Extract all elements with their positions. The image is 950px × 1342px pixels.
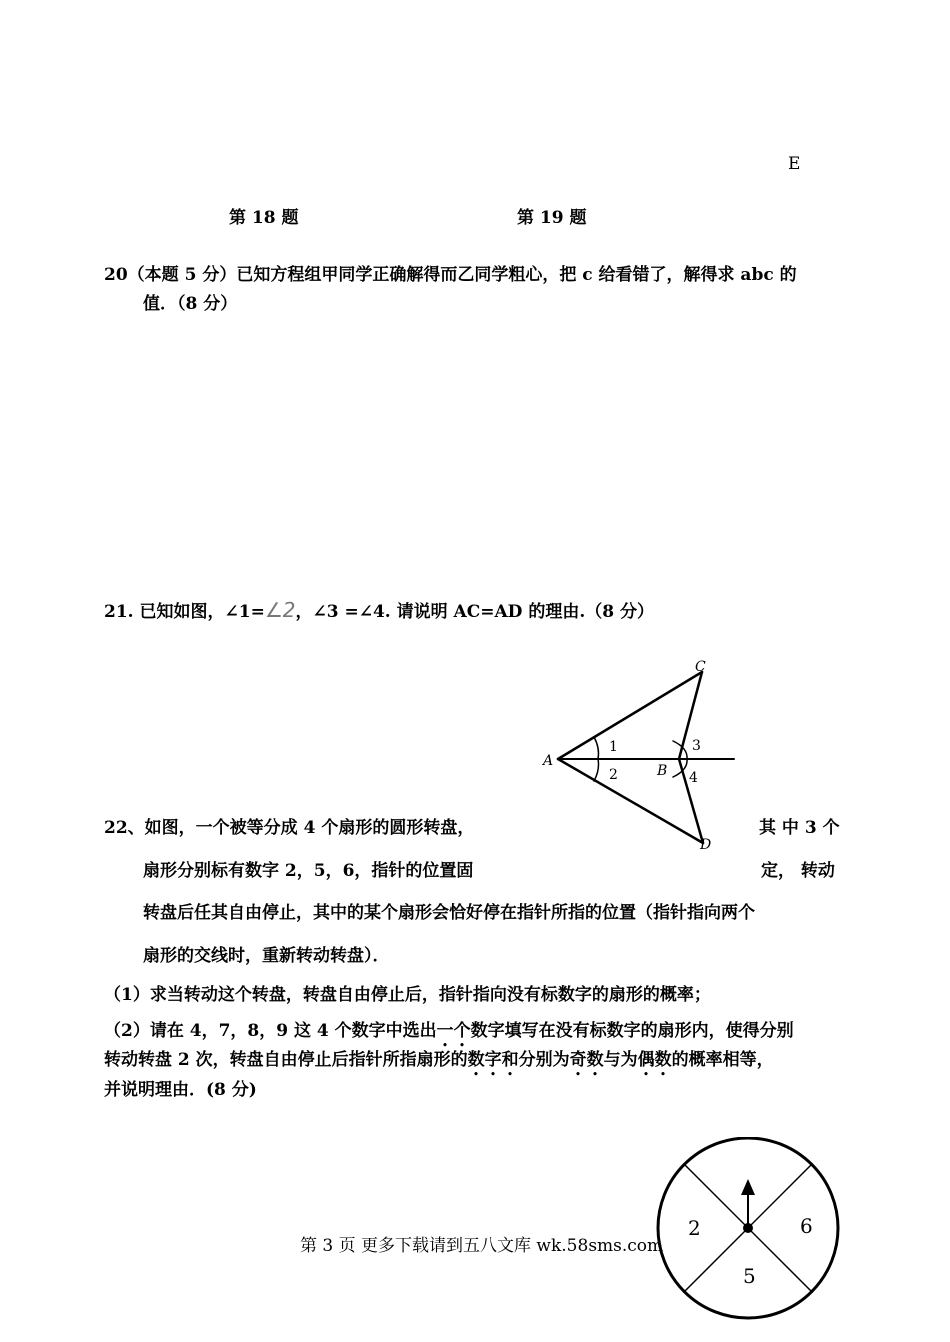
caption-q19: 第 19 题 (517, 208, 587, 228)
label-point-c: C (695, 659, 706, 675)
q20-line2: 值．（8 分） (143, 294, 238, 314)
q22-line2-right: 定， 转动 (761, 861, 835, 881)
label-angle-2: 2 (609, 767, 618, 783)
q22-sub2-l1-emph: 一个 (436, 1021, 471, 1041)
label-angle-3: 3 (692, 738, 701, 754)
spinner-figure (655, 1137, 845, 1327)
corner-letter-e: E (788, 154, 801, 174)
label-angle-1: 1 (609, 739, 618, 755)
q22-sub2-l2-emph1: 数字和 (467, 1050, 519, 1070)
spinner-number-bottom: 5 (743, 1264, 756, 1288)
label-angle-4: 4 (689, 770, 698, 786)
q22-sub2-l2-a: 转动转盘 2 次，转盘自由停止后指针所指扇形的 (104, 1050, 468, 1070)
spinner-number-left: 2 (688, 1216, 701, 1240)
q22-sub2-l2-emph3: 偶数 (637, 1050, 672, 1070)
q21-suffix: ，∠3 =∠4. 请说明 AC=AD 的理由.（8 分） (295, 602, 655, 622)
q22-line1-left: 22、如图，一个被等分成 4 个扇形的圆形转盘， (104, 818, 475, 838)
q22-sub2-l2-d: 的概率相等， (671, 1050, 774, 1070)
page-footer: 第 3 页 更多下载请到五八文库 wk.58sms.com (300, 1236, 664, 1256)
q22-sub2-l2-c: 与为 (603, 1050, 638, 1070)
caption-q18: 第 18 题 (229, 208, 299, 228)
q21-prefix: 21. 已知如图，∠1= (104, 602, 265, 622)
q22-sub2-line3: 并说明理由．(8 分) (104, 1080, 257, 1100)
q21-triangle-figure (540, 655, 740, 855)
label-point-b: B (657, 763, 668, 779)
q22-sub2-l2-emph2: 奇数 (569, 1050, 604, 1070)
label-point-d: D (700, 837, 712, 853)
spinner-number-right: 6 (800, 1214, 813, 1238)
q22-sub1: （1）求当转动这个转盘，转盘自由停止后，指针指向没有标数字的扇形的概率； (104, 985, 711, 1005)
q22-sub2-l1-b: 数字填写在没有标数字的扇形内，使得分别 (470, 1021, 794, 1041)
q22-line1-right: 其 中 3 个 (759, 818, 840, 838)
q22-line2-left: 扇形分别标有数字 2，5，6，指针的位置固 (143, 861, 474, 881)
arrow-up-icon (741, 1179, 755, 1195)
label-point-a: A (543, 753, 554, 769)
q21-statement (104, 597, 654, 622)
q22-line4: 扇形的交线时，重新转动转盘）． (143, 946, 390, 966)
q22-sub2-l2-b: 分别为 (518, 1050, 570, 1070)
q22-line3: 转盘后任其自由停止，其中的某个扇形会恰好停在指针所指的位置（指针指向两个 (143, 903, 755, 923)
q22-sub2-l1-a: （2）请在 4，7，8，9 这 4 个数字中选出 (104, 1021, 437, 1041)
q21-angle2: ∠2 (264, 598, 296, 622)
q20-line1: 20（本题 5 分）已知方程组甲同学正确解得而乙同学粗心，把 c 给看错了，解得求 abc 的 (104, 265, 797, 285)
